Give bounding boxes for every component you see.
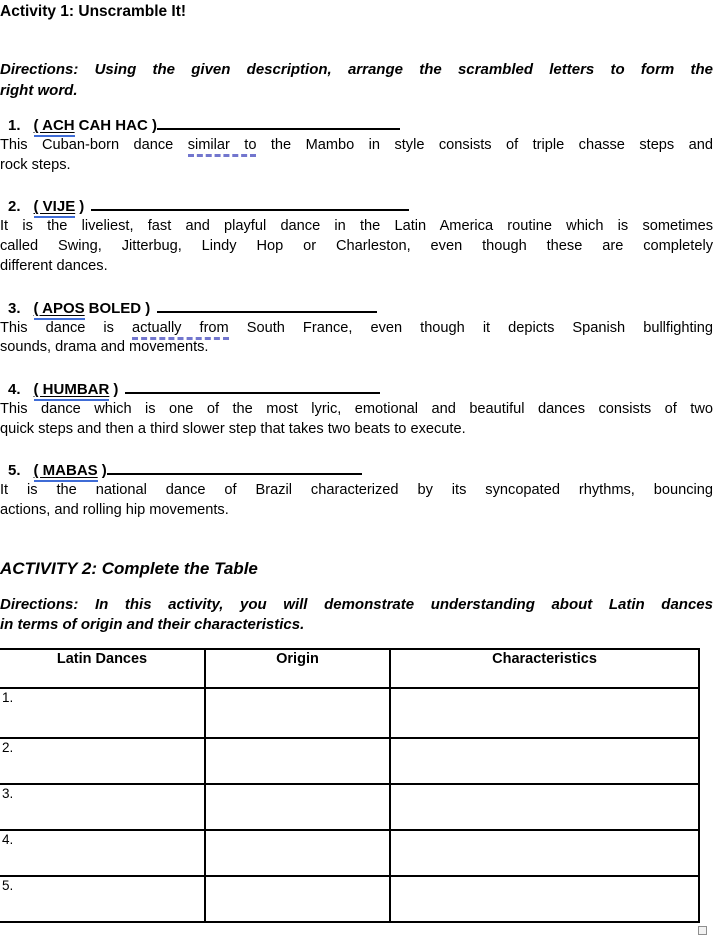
item-label (0, 460, 713, 481)
cell-origin-4[interactable] (205, 830, 390, 876)
unscramble-item-5 (0, 460, 713, 520)
table-row-5 (0, 876, 699, 922)
item-description-line (0, 136, 713, 156)
answer-blank[interactable] (157, 115, 400, 130)
scrambled-word: ( VIJE (34, 198, 76, 218)
answer-blank[interactable] (91, 196, 409, 211)
cell-dance-1[interactable]: 1. (0, 688, 205, 738)
cell-characteristics-2[interactable] (390, 738, 699, 784)
scrambled-word-rest: ) (79, 198, 85, 216)
item-description-line: This dance which is one of the most lyric, emotional and beautiful dances consists of two (0, 400, 713, 417)
cell-characteristics-5[interactable] (390, 876, 699, 922)
unscramble-item-2 (0, 196, 713, 276)
directions-line: Directions: In this activity, you will demonstrate understanding about Latin dances (0, 595, 713, 613)
scrambled-word-rest: CAH HAC ) (78, 117, 157, 134)
scrambled-word-rest: ) (113, 380, 119, 398)
cell-dance-2[interactable]: 2. (0, 738, 205, 784)
cell-origin-1[interactable] (205, 688, 390, 738)
directions-line: Directions: Using the given description, arrange the scrambled letters to form the (0, 61, 713, 78)
scrambled-word: ( APOS (34, 300, 85, 320)
item-description-line: It is the national dance of Brazil characterized by its syncopated rhythms, bouncing (0, 482, 713, 499)
column-header-origin: Origin (205, 649, 390, 688)
item-number: 5. (8, 462, 21, 480)
cell-origin-2[interactable] (205, 738, 390, 784)
grammar-underlined-text: similar to (188, 137, 257, 157)
scrambled-word: ( ACH (34, 117, 75, 137)
cell-dance-5[interactable]: 5. (0, 876, 205, 922)
description-text: the Mambo in style consists of triple chasse steps and (256, 137, 713, 153)
item-description-line: quick steps and then a third slower step that takes two beats to execute. (0, 420, 466, 437)
grammar-underlined-text: actually from (132, 320, 229, 340)
table-row-1 (0, 688, 699, 738)
unscramble-item-1 (0, 115, 713, 175)
item-number: 1. (8, 117, 21, 134)
cell-characteristics-1[interactable] (390, 688, 699, 738)
unscramble-item-4 (0, 379, 713, 439)
item-description-line: called Swing, Jitterbug, Lindy Hop or Charleston, even though these are completely (0, 238, 713, 255)
table-row-2 (0, 738, 699, 784)
table-resize-handle[interactable] (698, 926, 707, 935)
item-label (0, 115, 713, 136)
table-row-4 (0, 830, 699, 876)
activity2-title: ACTIVITY 2: Complete the Table (0, 558, 258, 578)
table-header-row (0, 649, 699, 688)
unscramble-item-3 (0, 298, 713, 358)
activity1-directions (0, 59, 713, 101)
item-description-line: It is the liveliest, fast and playful dance in the Latin America routine which is sometimes (0, 218, 713, 235)
item-description-line: rock steps. (0, 156, 71, 173)
description-text: This Cuban-born dance (0, 137, 188, 153)
directions-line: right word. (0, 82, 78, 99)
cell-dance-4[interactable]: 4. (0, 830, 205, 876)
item-description-line: sounds, drama and movements. (0, 339, 209, 356)
activity2-directions (0, 595, 713, 635)
item-number: 2. (8, 198, 21, 216)
latin-dances-table (0, 648, 700, 923)
scrambled-word: ( HUMBAR (34, 381, 110, 401)
answer-blank[interactable] (107, 460, 362, 475)
cell-origin-3[interactable] (205, 784, 390, 830)
item-number: 3. (8, 299, 21, 317)
cell-characteristics-3[interactable] (390, 784, 699, 830)
item-description-line: different dances. (0, 257, 108, 274)
description-text: This dance is (0, 319, 132, 336)
item-description-line (0, 319, 713, 339)
scrambled-word: ( MABAS (34, 462, 98, 482)
column-header-characteristics: Characteristics (390, 649, 699, 688)
item-label (0, 379, 713, 400)
cell-characteristics-4[interactable] (390, 830, 699, 876)
answer-blank[interactable] (157, 298, 377, 313)
item-label (0, 196, 713, 217)
column-header-latin-dances: Latin Dances (0, 649, 205, 688)
scrambled-word-rest: BOLED ) (88, 299, 151, 317)
cell-origin-5[interactable] (205, 876, 390, 922)
table-row-3 (0, 784, 699, 830)
scrambled-word-rest: ) (101, 462, 107, 480)
activity1-title: Activity 1: Unscramble It! (0, 3, 187, 20)
answer-blank[interactable] (125, 379, 380, 394)
item-number: 4. (8, 380, 21, 398)
item-label (0, 298, 713, 319)
description-text: South France, even though it depicts Spanish bullfighting (228, 319, 713, 336)
cell-dance-3[interactable]: 3. (0, 784, 205, 830)
item-description-line: actions, and rolling hip movements. (0, 502, 229, 519)
directions-line: in terms of origin and their characteristics. (0, 615, 305, 633)
